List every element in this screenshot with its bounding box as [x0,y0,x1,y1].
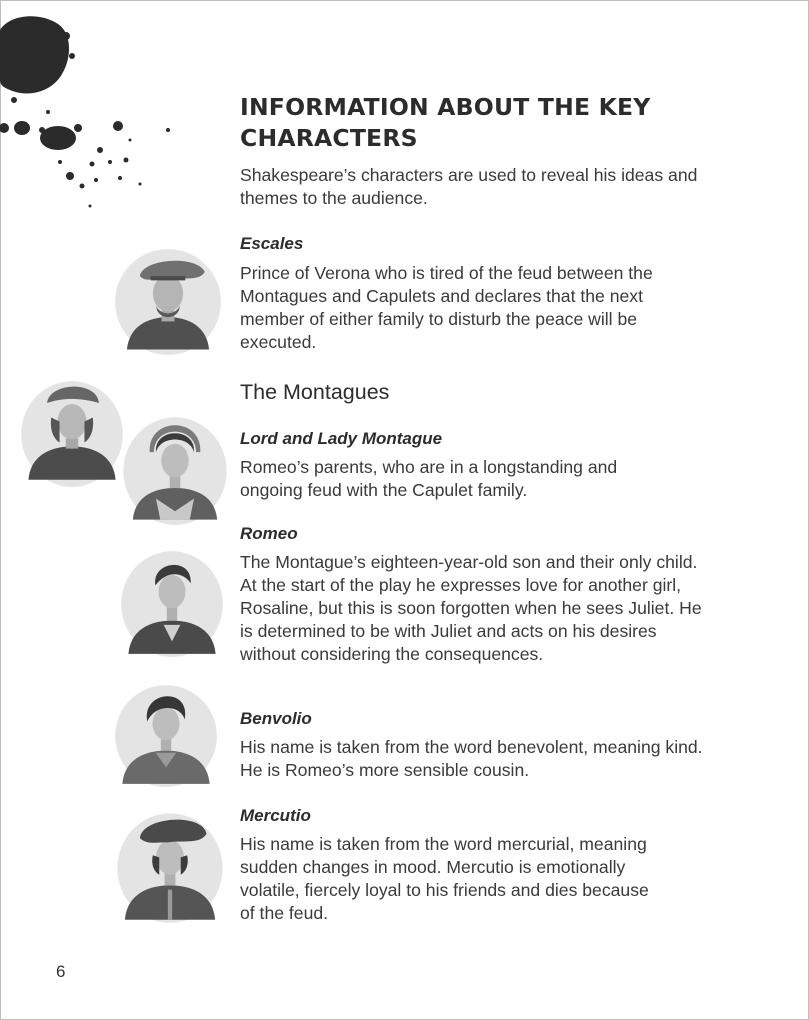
lord-lady-montague-name: Lord and Lady Montague [240,429,443,448]
romeo-name: Romeo [240,524,298,543]
section-heading-montagues: The Montagues [240,380,390,404]
romeo-description: The Montague’s eighteen-year-old son and their only child. At the start of the play he expresses love for another girl, Rosaline, but this is soon forgotten when he sees Juliet. He is determined to be with Juliet and acts on his desires without considering the consequences. [240,552,702,664]
intro-text: Shakespeare’s characters are used to reveal his ideas and themes to the audience. [240,165,698,208]
escales-description: Prince of Verona who is tired of the feud between the Montagues and Capulets and declares that the next member of either family to disturb the peace will be executed. [240,263,653,352]
escales-name: Escales [240,234,304,253]
page-number: 6 [56,962,66,981]
benvolio-portrait [114,680,218,788]
lord-montague-portrait [20,376,124,488]
mercutio-description: His name is taken from the word mercurial, meaning sudden changes in mood. Mercutio is emotionally volatile, fiercely loyal to his friends and dies because of the feud. [240,834,649,923]
mercutio-portrait [116,808,224,924]
ink-splatter-decoration [0,0,200,220]
lord-lady-montague-description: Romeo’s parents, who are in a longstanding and ongoing feud with the Capulet family. [240,457,618,500]
escales-portrait [114,248,222,356]
benvolio-name: Benvolio [240,709,312,728]
romeo-portrait [120,546,224,658]
page-title: INFORMATION ABOUT THE KEY CHARACTERS [240,93,651,152]
benvolio-description: His name is taken from the word benevolent, meaning kind. He is Romeo’s more sensible cousin. [240,737,703,780]
lady-montague-portrait [122,410,228,526]
mercutio-name: Mercutio [240,806,311,825]
